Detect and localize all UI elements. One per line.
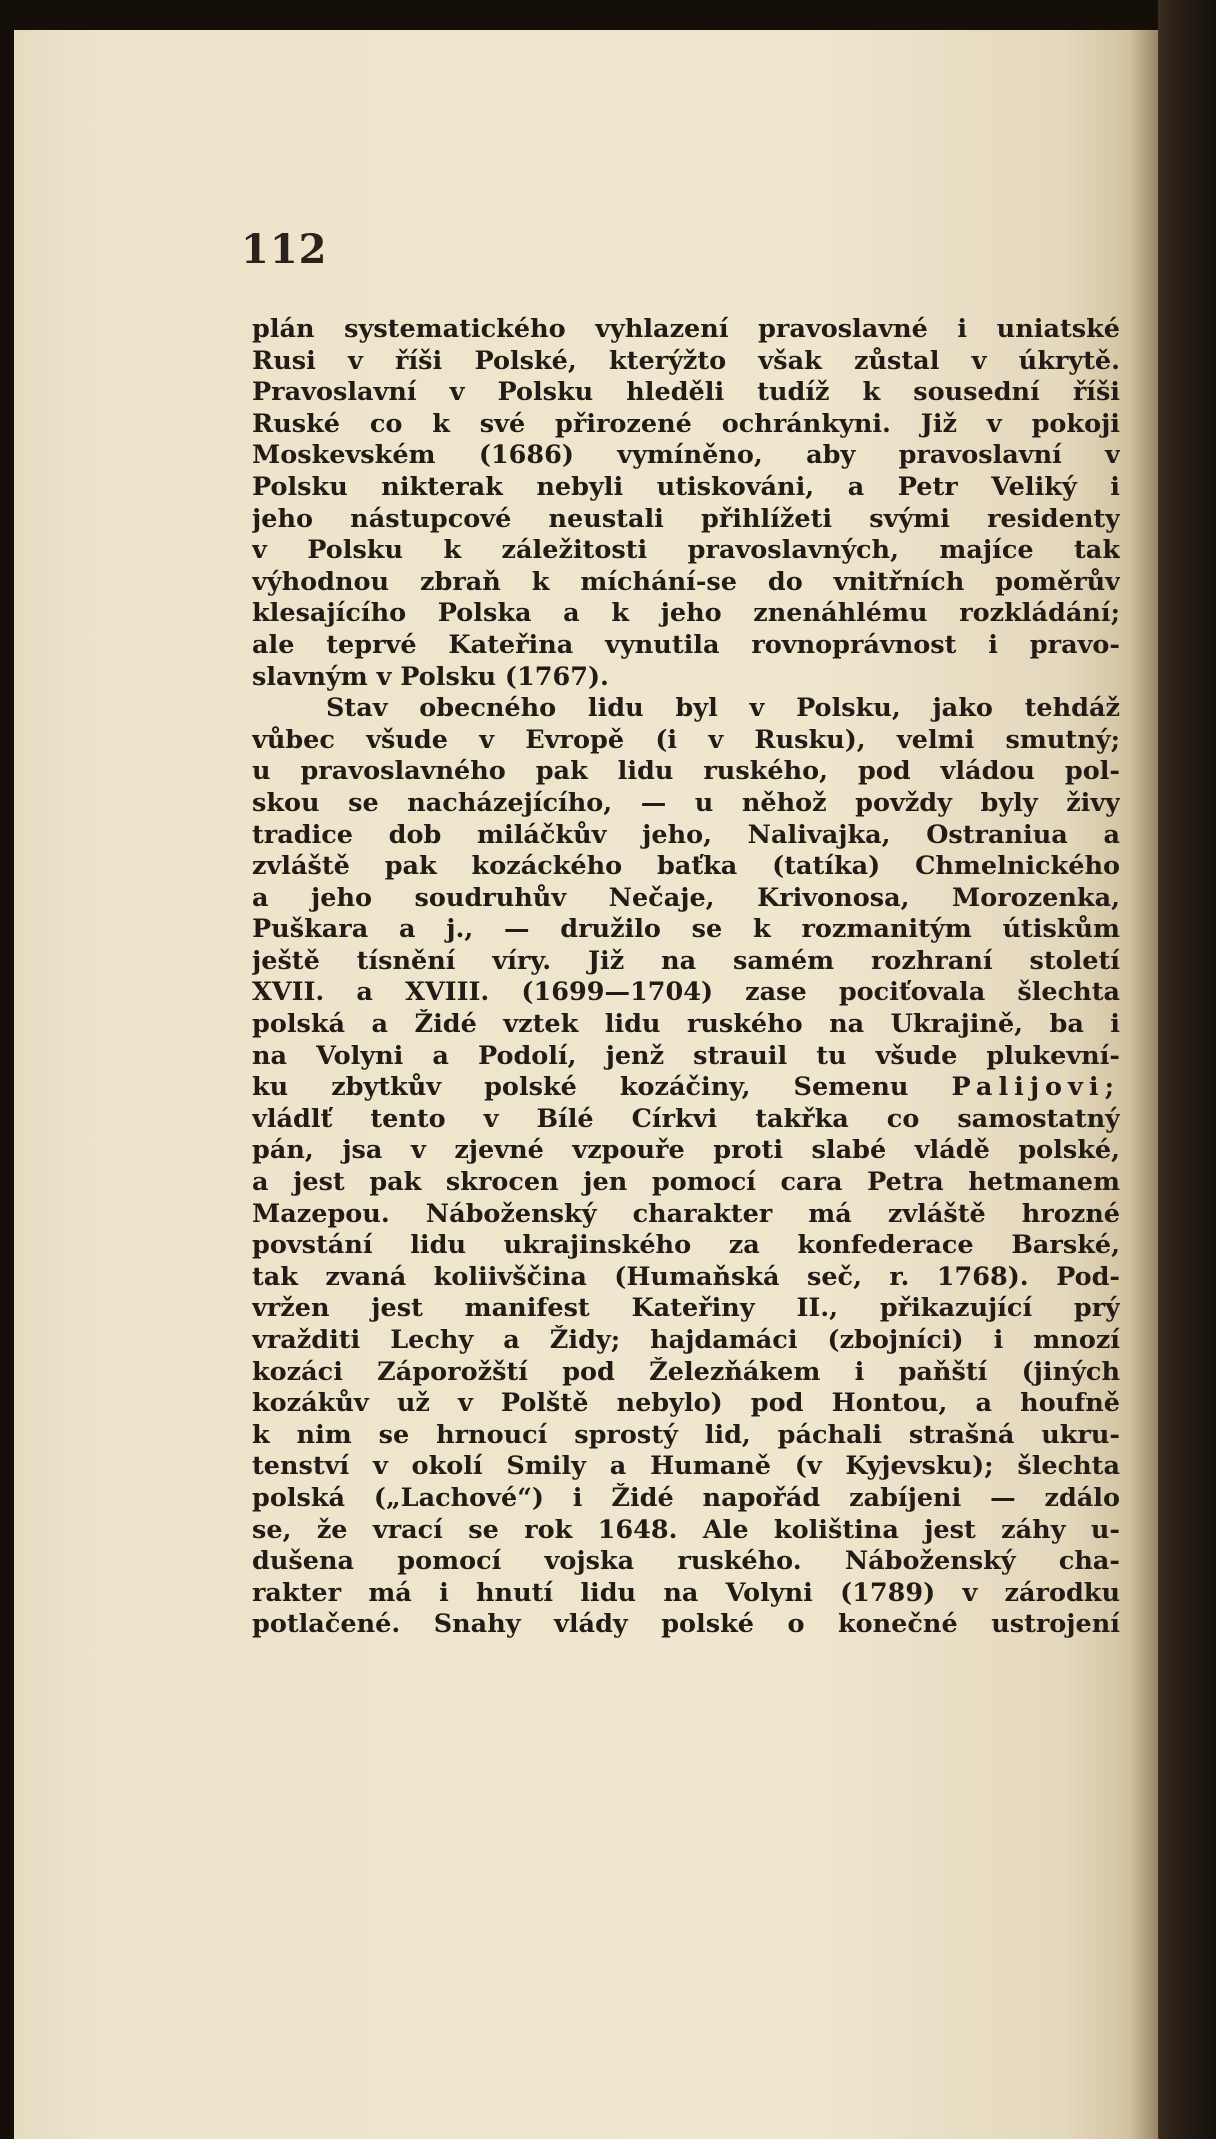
page-number: 112 [241,226,328,273]
scan-left-border [0,0,14,2139]
text-line: Ruské co k své přirozené ochránkyni. Již v pokoji [252,408,1120,439]
text-line: ještě tísnění víry. Již na samém rozhraní století [252,945,1120,976]
text-line: slavným v Polsku (1767). [252,661,609,692]
text-line: v Polsku k záležitosti pravoslavných, majíce tak [252,535,1120,566]
text-line: výhodnou zbraň k míchání-se do vnitřních poměrův [252,566,1120,597]
text-line: Polsku nikterak nebyli utiskováni, a Petr Veliký i [252,471,1120,502]
text-line: polská („Lachové“) i Židé napořád zabíjeni — zdálo [252,1482,1120,1513]
text-line: XVII. a XVIII. (1699—1704) zase pociťovala šlechta [252,977,1120,1008]
text-line: k nim se hrnoucí sprostý lid, páchali strašná ukru- [252,1419,1120,1450]
text-line: polská a Židé vztek lidu ruského na Ukrajině, ba i [252,1009,1120,1040]
page-gutter-shadow [1130,30,1158,2139]
book-spine-edge [1158,0,1216,2139]
text-line: Mazepou. Náboženský charakter má zvláště hrozné [252,1198,1120,1229]
text-line: tradice dob miláčkův jeho, Nalivajka, Ostraniua a [252,819,1120,850]
text-line [252,1072,1120,1104]
text-line: zvláště pak kozáckého baťka (tatíka) Chmelnického [252,851,1120,882]
text-line: Rusi v říši Polské, kterýžto však zůstal v úkrytě. [252,345,1120,376]
text-line: skou se nacházejícího, — u něhož povždy byly živy [252,787,1120,818]
text-line: klesajícího Polska a k jeho znenáhlému rozkládání; [252,598,1120,629]
text-line: a jeho soudruhův Nečaje, Krivonosa, Morozenka, [252,882,1120,913]
text-line: vražditi Lechy a Židy; hajdamáci (zbojníci) i mnozí [252,1325,1120,1355]
text-line: Puškara a j., — družilo se k rozmanitým útiskům [252,914,1120,945]
text-line: Pravoslavní v Polsku hleděli tudíž k sousední říši [252,377,1120,408]
text-line: vržen jest manifest Kateřiny II., přikazující prý [252,1293,1120,1324]
text-line: rakter má i hnutí lidu na Volyni (1789) v zárodku [252,1577,1120,1608]
text-line: plán systematického vyhlazení pravoslavné i uniatské [252,314,1120,344]
scan-top-border [0,0,1216,30]
text-line: u pravoslavného pak lidu ruského, pod vládou pol- [252,756,1120,787]
text-line: vládlť tento v Bílé Církvi takřka co samostatný [252,1103,1120,1134]
text-line: pán, jsa v zjevné vzpouře proti slabé vládě polské, [252,1135,1120,1166]
text-line: vůbec všude v Evropě (i v Rusku), velmi smutný; [252,724,1120,755]
text-line: jeho nástupcové neustali přihlížeti svými residenty [252,503,1120,534]
text-line: Stav obecného lidu byl v Polsku, jako tehdáž [326,693,1120,724]
spaced-name: Palijovi; [951,1072,1120,1103]
body-text [252,314,1120,1641]
text-line: tak zvaná koliivščina (Humaňská seč, r. 1768). Pod- [252,1261,1120,1292]
text-line: Moskevském (1686) vymíněno, aby pravoslavní v [252,440,1120,471]
text-line: tenství v okolí Smily a Humaně (v Kyjevsku); šlechta [252,1451,1120,1482]
text-line: potlačené. Snahy vlády polské o konečné ustrojení [252,1609,1120,1640]
text-line: ale teprvé Kateřina vynutila rovnoprávnost i pravo- [252,629,1120,660]
text-line: povstání lidu ukrajinského za konfederace Barské, [252,1230,1120,1261]
text-line: kozáci Záporožští pod Železňákem i paňští (jiných [252,1356,1120,1387]
text-line-part: ku zbytkův polské kozáčiny, Semenu [252,1072,909,1103]
text-line: se, že vrací se rok 1648. Ale koliština jest záhy u- [252,1514,1120,1545]
text-line: dušena pomocí vojska ruského. Náboženský cha- [252,1546,1120,1577]
text-line: a jest pak skrocen jen pomocí cara Petra hetmanem [252,1167,1120,1198]
text-line: kozákův už v Polště nebylo) pod Hontou, a houfně [252,1388,1120,1419]
text-line: na Volyni a Podolí, jenž strauil tu všude plukevní- [252,1040,1120,1071]
